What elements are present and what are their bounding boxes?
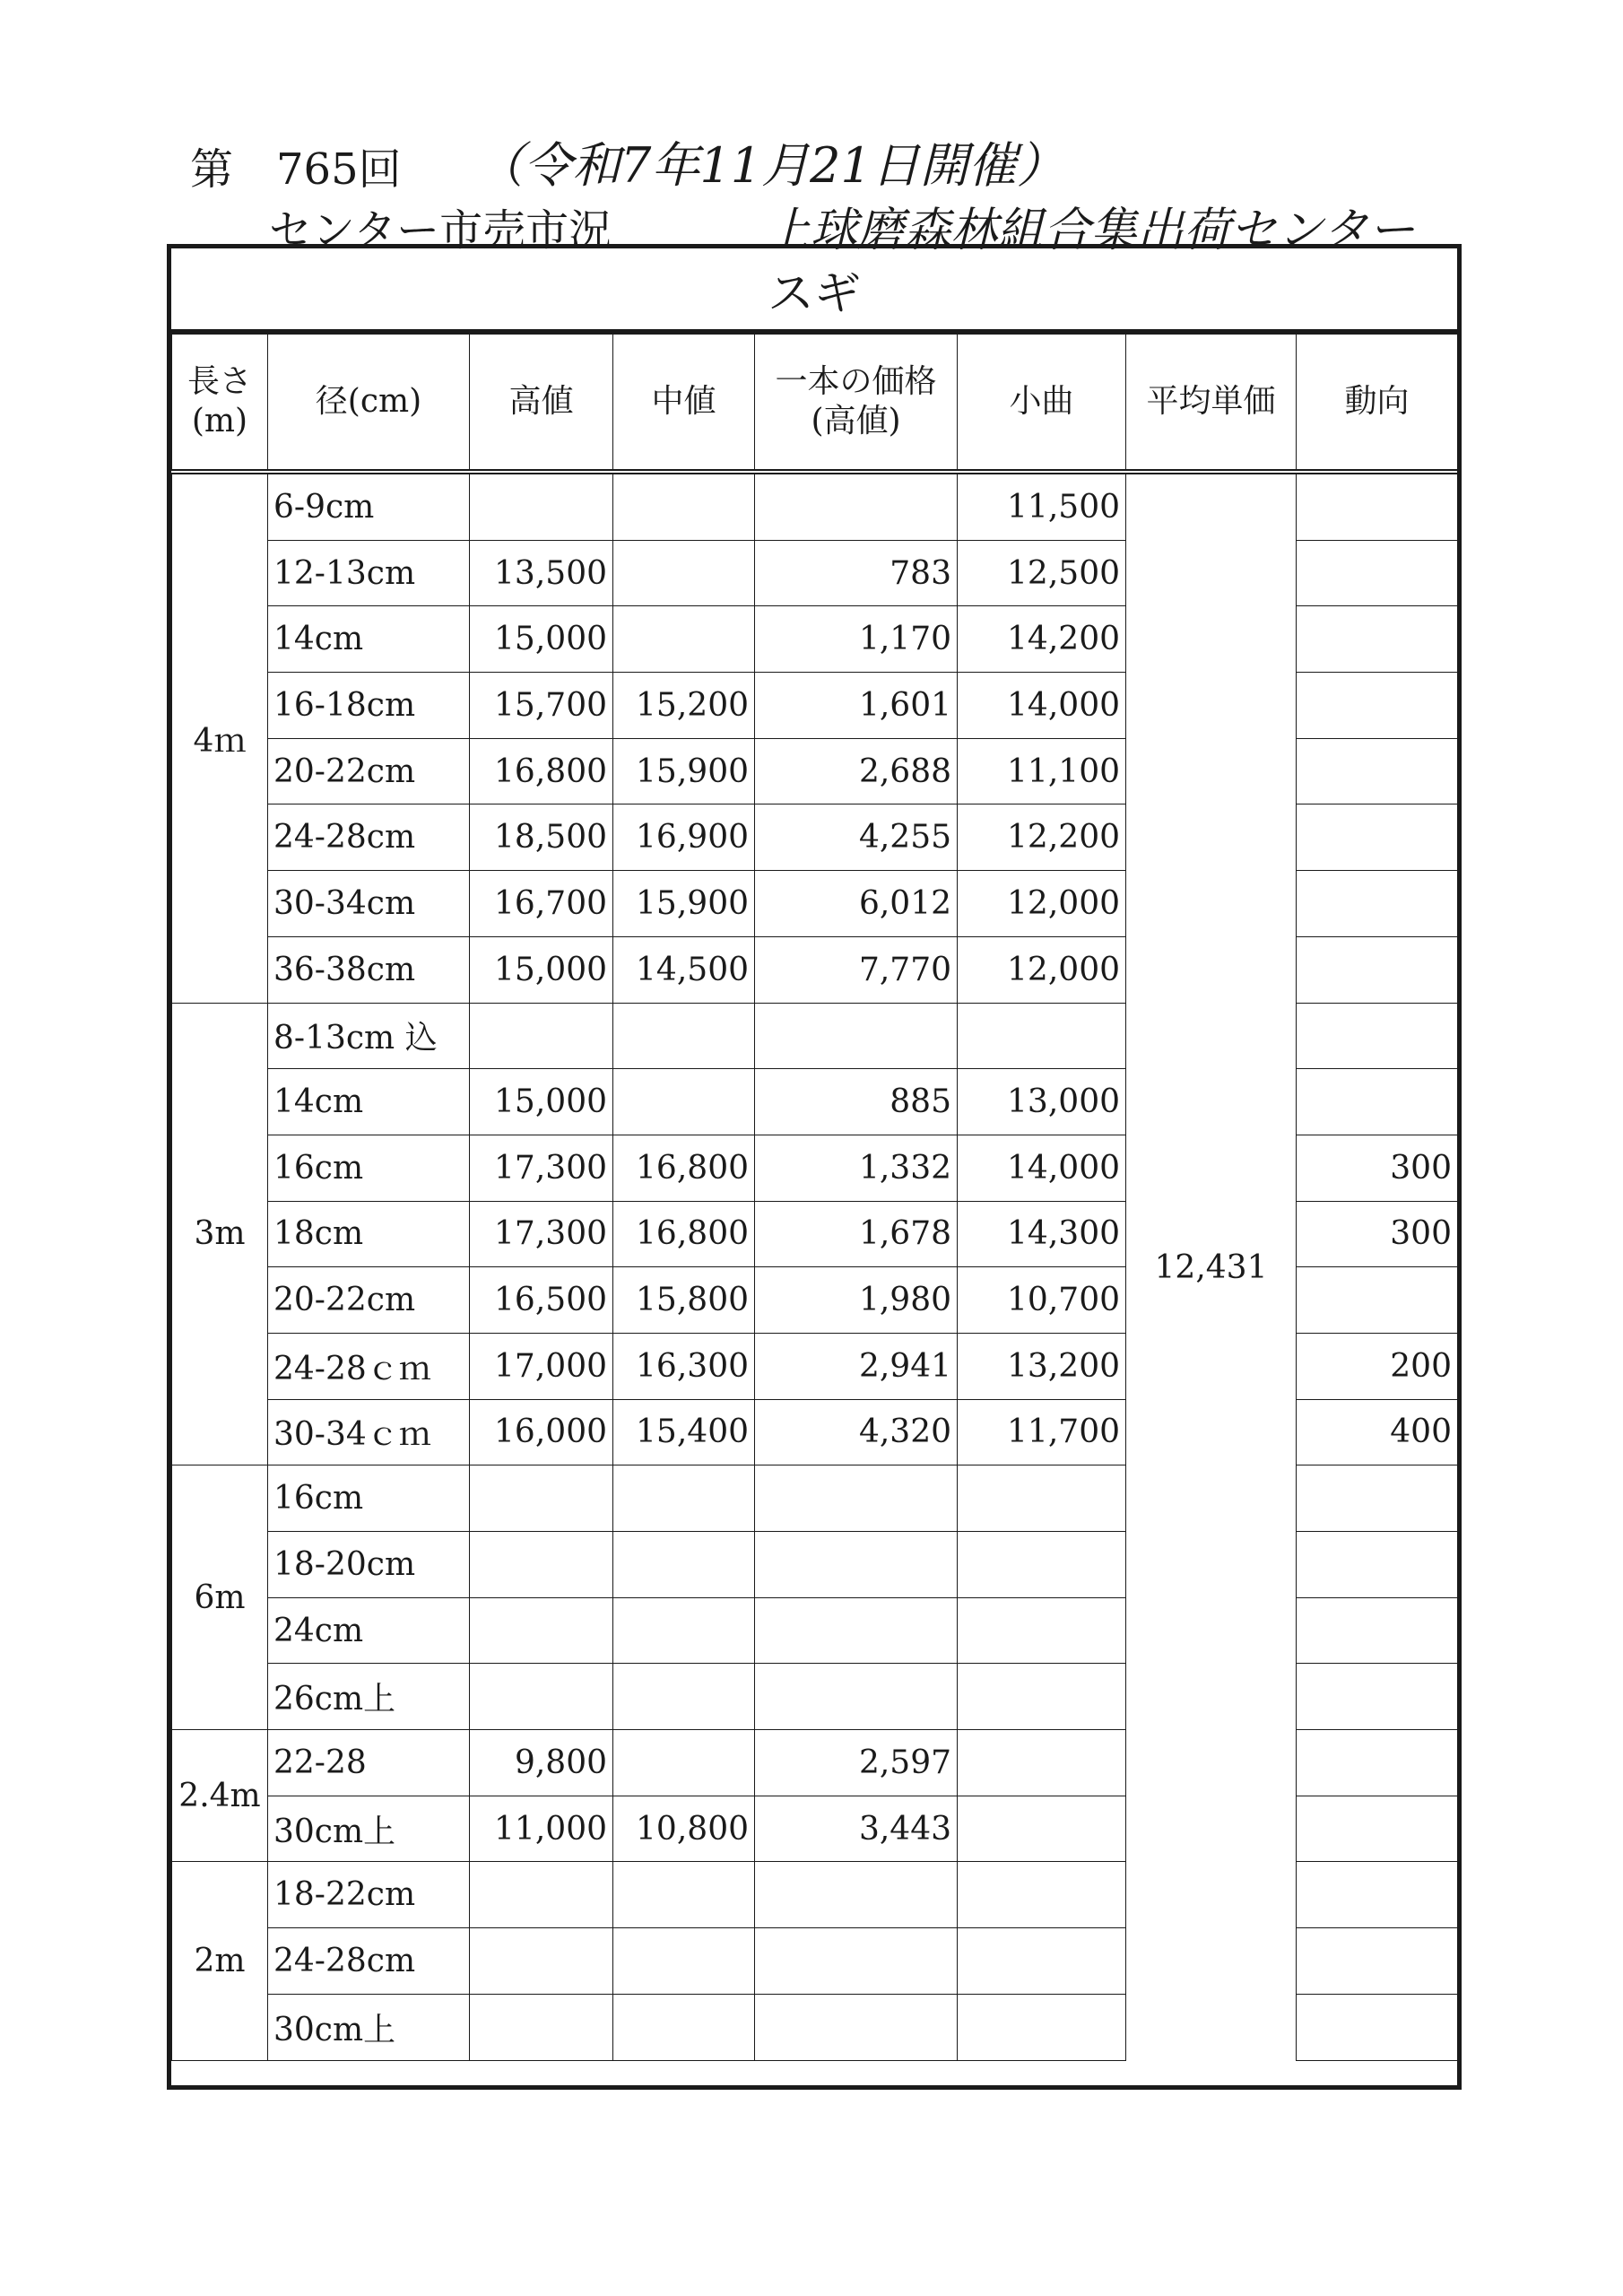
trend-cell [1297,1069,1458,1135]
size-cell: 20-22cm [268,738,470,804]
header-small-bend: 小曲 [958,335,1126,473]
size-cell: 18-22cm [268,1862,470,1928]
high-price-cell: 17,300 [470,1201,613,1267]
high-price-cell: 17,000 [470,1333,613,1399]
mid-price-cell: 15,900 [613,738,755,804]
auction-date: （令和7年11月21日開催） [475,137,1065,194]
unit-price-cell: 1,170 [755,606,958,673]
small-bend-cell: 13,000 [958,1069,1126,1135]
header-mid: 中値 [613,335,755,473]
small-bend-cell [958,1862,1126,1928]
small-bend-cell [958,1796,1126,1862]
mid-price-cell: 15,900 [613,871,755,937]
high-price-cell [470,1928,613,1995]
header-unit-price: 一本の価格 (高値) [755,335,958,473]
unit-price-cell: 1,332 [755,1135,958,1201]
size-cell: 24-28ｃｍ [268,1333,470,1399]
mid-price-cell [613,540,755,606]
high-price-cell: 16,000 [470,1399,613,1465]
size-cell: 30cm上 [268,1796,470,1862]
header-size: 径(cm) [268,335,470,473]
table-row [172,472,1458,540]
trend-cell: 300 [1297,1135,1458,1201]
report-title: センター市売市況 [269,205,612,256]
trend-cell [1297,871,1458,937]
trend-cell: 200 [1297,1333,1458,1399]
unit-price-cell: 4,255 [755,804,958,871]
high-price-cell: 16,800 [470,738,613,804]
trend-cell: 300 [1297,1201,1458,1267]
mid-price-cell: 15,800 [613,1267,755,1334]
trend-cell: 400 [1297,1399,1458,1465]
unit-price-cell [755,1003,958,1069]
small-bend-cell [958,1465,1126,1532]
high-price-cell: 16,500 [470,1267,613,1334]
trend-cell [1297,1862,1458,1928]
unit-price-cell: 3,443 [755,1796,958,1862]
mid-price-cell: 16,800 [613,1201,755,1267]
mid-price-cell: 16,300 [613,1333,755,1399]
header-length: 長さ (m) [172,335,268,473]
trend-cell [1297,606,1458,673]
unit-price-cell [755,1664,958,1730]
trend-cell [1297,1994,1458,2060]
mid-price-cell: 10,800 [613,1796,755,1862]
size-cell: 18-20cm [268,1532,470,1598]
species-title: スギ [171,248,1457,334]
trend-cell [1297,804,1458,871]
trend-cell [1297,936,1458,1003]
small-bend-cell: 14,200 [958,606,1126,673]
unit-price-cell: 2,688 [755,738,958,804]
high-price-cell [470,1465,613,1532]
length-cell: 6m [172,1465,268,1730]
high-price-cell: 15,000 [470,936,613,1003]
unit-price-cell: 7,770 [755,936,958,1003]
trend-cell [1297,472,1458,540]
unit-price-cell: 2,597 [755,1730,958,1796]
high-price-cell: 18,500 [470,804,613,871]
high-price-cell: 15,000 [470,606,613,673]
size-cell: 22-28 [268,1730,470,1796]
mid-price-cell: 15,400 [613,1399,755,1465]
session-number: 第 765回 [190,144,402,195]
mid-price-cell: 15,200 [613,673,755,739]
size-cell: 24-28cm [268,1928,470,1995]
small-bend-cell: 14,300 [958,1201,1126,1267]
unit-price-cell [755,1994,958,2060]
unit-price-cell: 1,678 [755,1201,958,1267]
small-bend-cell [958,1928,1126,1995]
trend-cell [1297,1730,1458,1796]
mid-price-cell [613,1003,755,1069]
mid-price-cell [613,606,755,673]
size-cell: 14cm [268,1069,470,1135]
size-cell: 8-13cm 込 [268,1003,470,1069]
length-cell: 4ｍ [172,472,268,1003]
small-bend-cell: 10,700 [958,1267,1126,1334]
high-price-cell: 11,000 [470,1796,613,1862]
size-cell: 18cm [268,1201,470,1267]
length-cell: 2.4m [172,1730,268,1862]
unit-price-cell [755,1465,958,1532]
small-bend-cell: 12,000 [958,936,1126,1003]
size-cell: 26cm上 [268,1664,470,1730]
organization-name: 上球磨森林組合集出荷センター [764,204,1415,257]
length-cell: 2m [172,1862,268,2060]
trend-cell [1297,1597,1458,1664]
trend-cell [1297,1267,1458,1334]
high-price-cell: 15,000 [470,1069,613,1135]
size-cell: 30-34cm [268,871,470,937]
mid-price-cell: 14,500 [613,936,755,1003]
small-bend-cell: 14,000 [958,1135,1126,1201]
unit-price-cell [755,1532,958,1598]
small-bend-cell: 11,700 [958,1399,1126,1465]
high-price-cell [470,472,613,540]
high-price-cell: 15,700 [470,673,613,739]
unit-price-cell [755,1597,958,1664]
small-bend-cell [958,1730,1126,1796]
unit-price-cell [755,1862,958,1928]
unit-price-cell: 4,320 [755,1399,958,1465]
small-bend-cell [958,1532,1126,1598]
header-high: 高値 [470,335,613,473]
mid-price-cell [613,1597,755,1664]
size-cell: 30cm上 [268,1994,470,2060]
price-table [171,334,1458,2061]
unit-price-cell [755,1928,958,1995]
size-cell: 24-28cm [268,804,470,871]
mid-price-cell [613,472,755,540]
trend-cell [1297,1796,1458,1862]
small-bend-cell: 12,000 [958,871,1126,937]
trend-cell [1297,1532,1458,1598]
trend-cell [1297,1003,1458,1069]
trend-cell [1297,738,1458,804]
unit-price-cell: 2,941 [755,1333,958,1399]
header-trend: 動向 [1297,335,1458,473]
high-price-cell: 16,700 [470,871,613,937]
mid-price-cell [613,1994,755,2060]
trend-cell [1297,673,1458,739]
size-cell: 24cm [268,1597,470,1664]
small-bend-cell [958,1003,1126,1069]
high-price-cell [470,1664,613,1730]
mid-price-cell [613,1532,755,1598]
small-bend-cell: 12,200 [958,804,1126,871]
mid-price-cell [613,1928,755,1995]
high-price-cell [470,1597,613,1664]
size-cell: 14cm [268,606,470,673]
small-bend-cell: 13,200 [958,1333,1126,1399]
table-body [172,472,1458,2060]
small-bend-cell [958,1994,1126,2060]
trend-cell [1297,1928,1458,1995]
size-cell: 20-22cm [268,1267,470,1334]
high-price-cell [470,1532,613,1598]
size-cell: 36-38cm [268,936,470,1003]
small-bend-cell [958,1597,1126,1664]
trend-cell [1297,1664,1458,1730]
unit-price-cell: 885 [755,1069,958,1135]
length-cell: 3m [172,1003,268,1465]
small-bend-cell [958,1664,1126,1730]
high-price-cell [470,1862,613,1928]
trend-cell [1297,1465,1458,1532]
unit-price-cell: 783 [755,540,958,606]
mid-price-cell: 16,900 [613,804,755,871]
unit-price-cell: 1,980 [755,1267,958,1334]
high-price-cell: 17,300 [470,1135,613,1201]
mid-price-cell [613,1730,755,1796]
size-cell: 6-9cm [268,472,470,540]
small-bend-cell: 11,500 [958,472,1126,540]
mid-price-cell: 16,800 [613,1135,755,1201]
high-price-cell [470,1994,613,2060]
average-unit-price-cell: 12,431 [1126,472,1297,2060]
mid-price-cell [613,1862,755,1928]
unit-price-cell [755,472,958,540]
unit-price-cell: 6,012 [755,871,958,937]
table-header-row [172,335,1458,473]
size-cell: 16cm [268,1465,470,1532]
mid-price-cell [613,1465,755,1532]
high-price-cell: 9,800 [470,1730,613,1796]
size-cell: 30-34ｃｍ [268,1399,470,1465]
high-price-cell: 13,500 [470,540,613,606]
mid-price-cell [613,1069,755,1135]
size-cell: 12-13cm [268,540,470,606]
size-cell: 16-18cm [268,673,470,739]
small-bend-cell: 11,100 [958,738,1126,804]
unit-price-cell: 1,601 [755,673,958,739]
header-avg-unit-price: 平均単価 [1126,335,1297,473]
high-price-cell [470,1003,613,1069]
price-table-frame [167,244,1462,2090]
size-cell: 16cm [268,1135,470,1201]
small-bend-cell: 12,500 [958,540,1126,606]
mid-price-cell [613,1664,755,1730]
trend-cell [1297,540,1458,606]
small-bend-cell: 14,000 [958,673,1126,739]
